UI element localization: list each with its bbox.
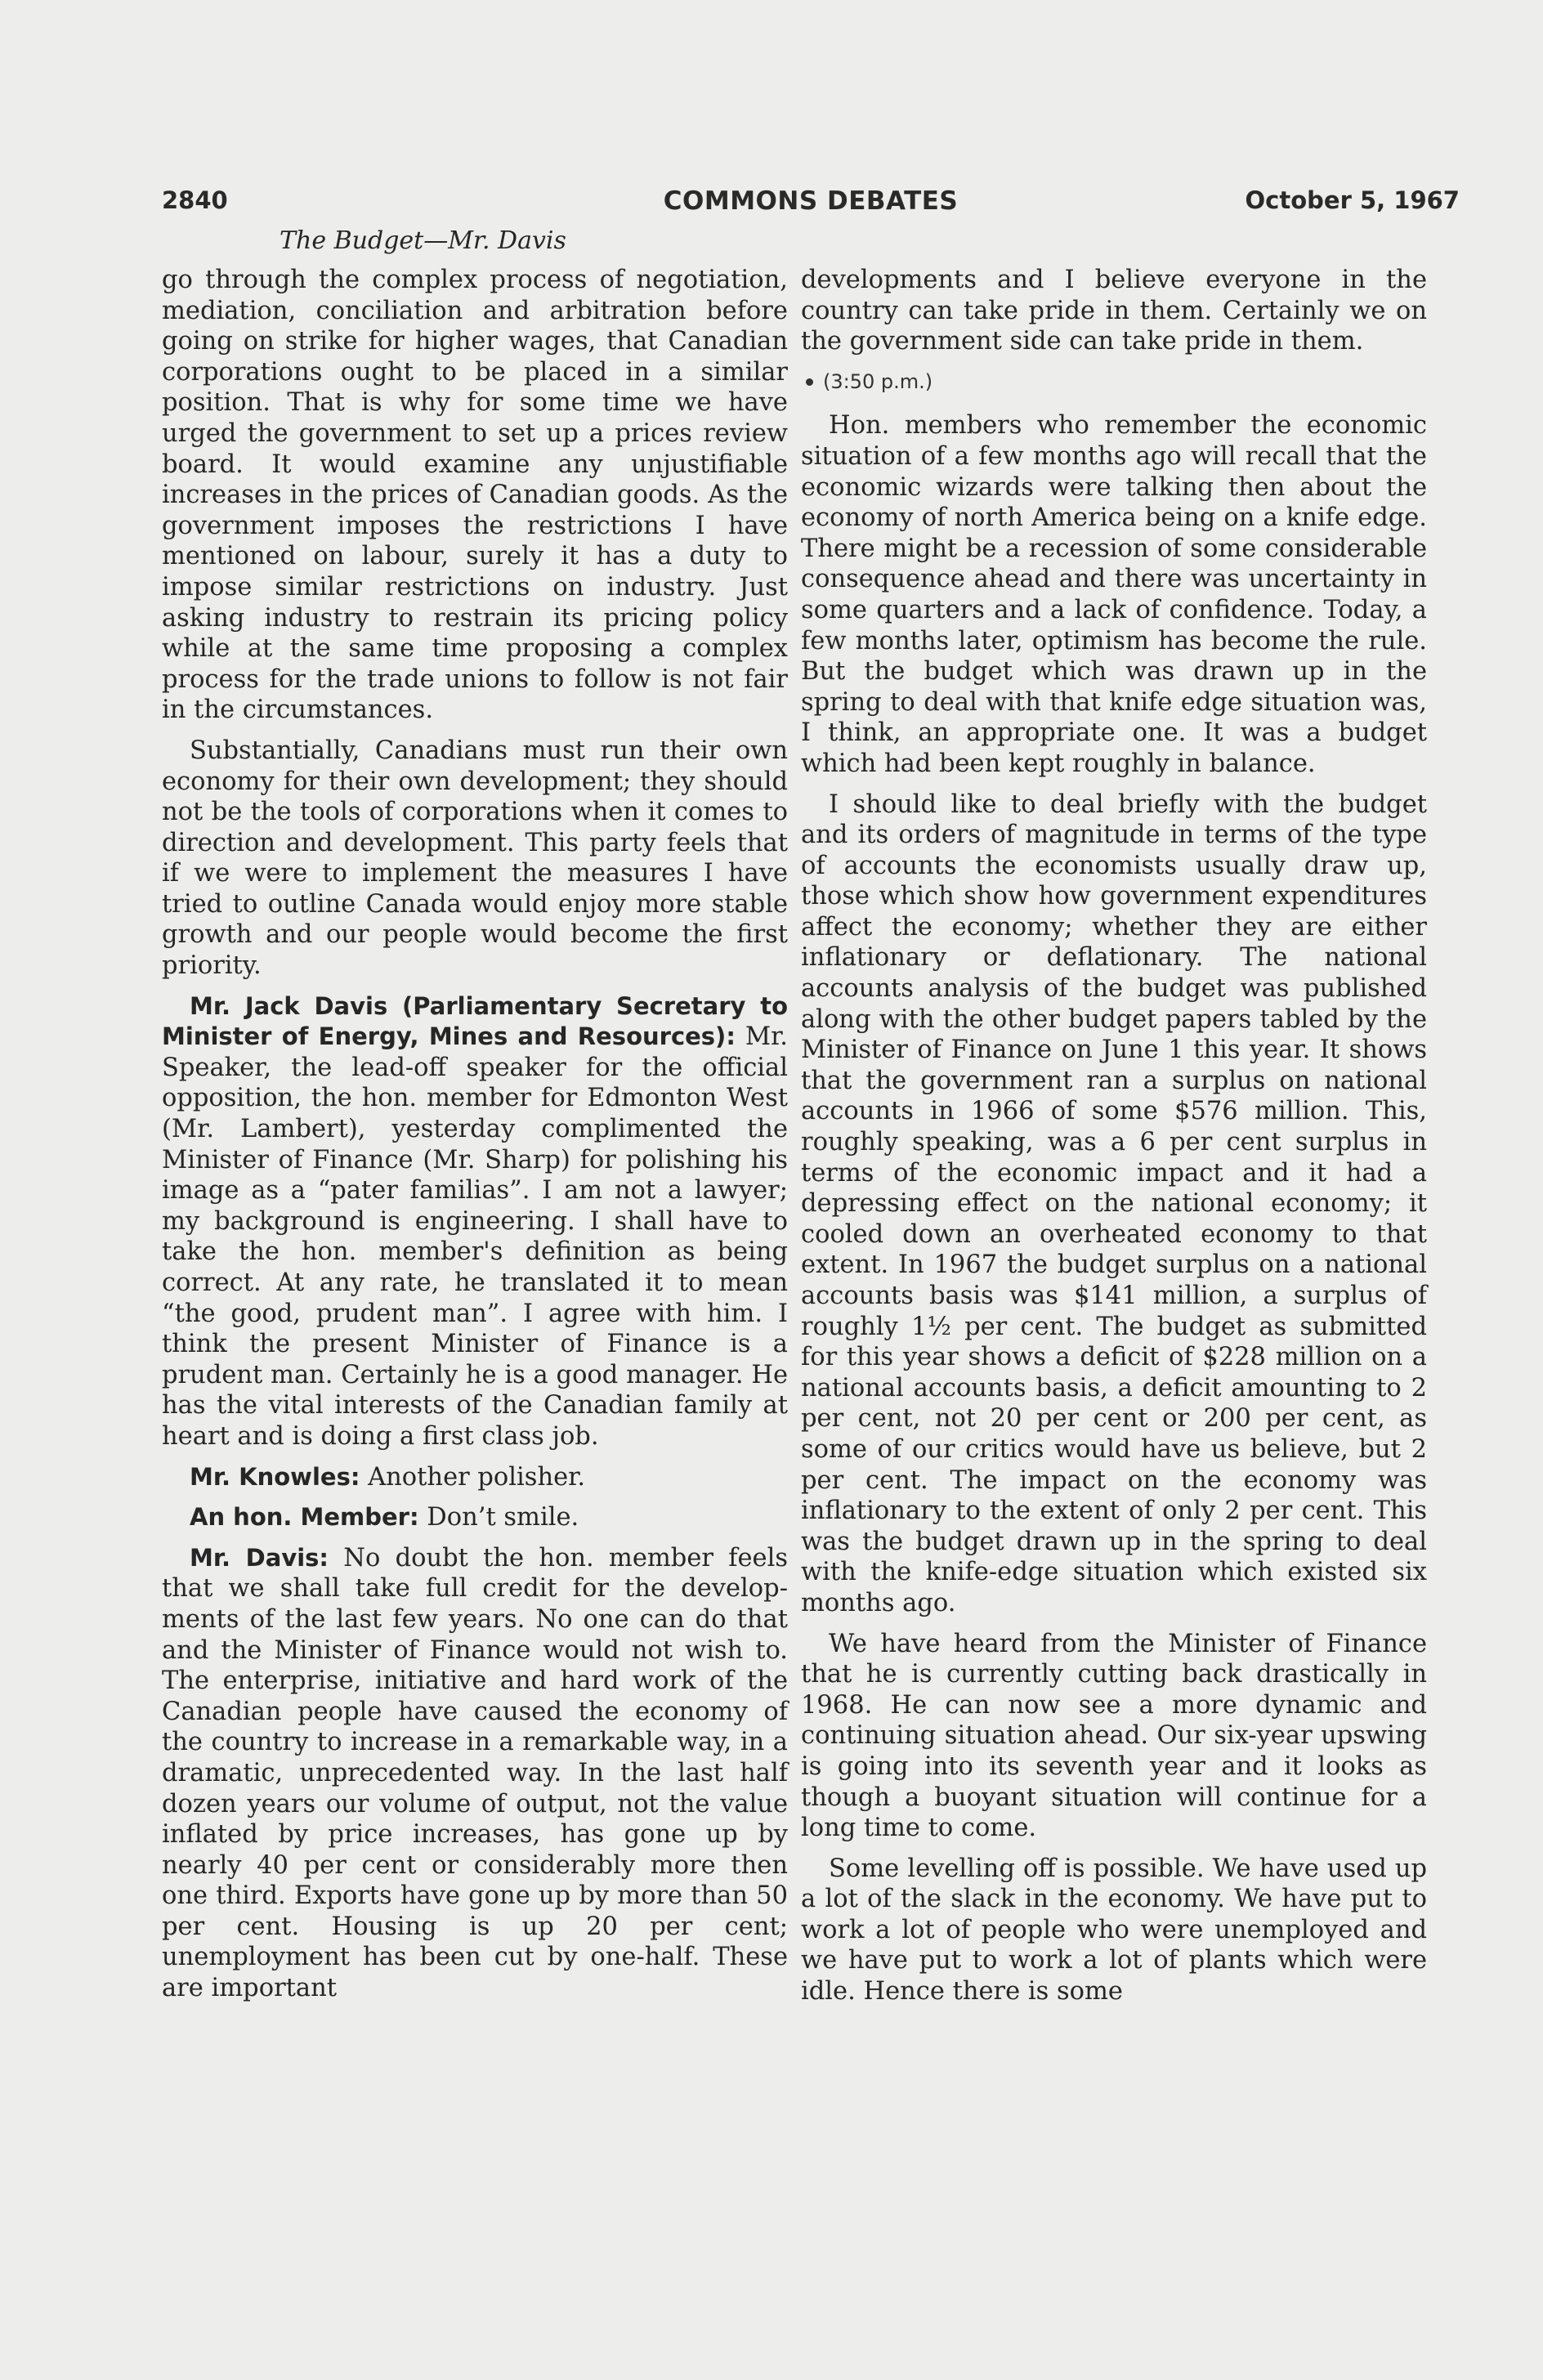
speech-davis: Mr. Jack Davis (Parliamentary Secretary to Minister of Energy, Mines and Resources): Mr. Speaker, the lead-off speaker for the official opposition, the hon. member for Edmonton West (Mr. Lambert), yesterday complimented the Minister of Finance (Mr. Sharp) for polishing his image as a “pater familias”. I am not a lawyer; my background is engineering. I shall have to take the hon. member's definition as being correct. At any rate, he translated it to mean “the good, prudent man”. I agree with him. I think the present Minister of Finance is a prudent man. Certainly he is a good manager. He has the vital interests of the Canadian family at heart and is doing a first class job. [162, 991, 788, 1451]
right-column [801, 265, 1427, 2017]
speaker-name: Mr. Knowles: [190, 1462, 360, 1491]
page-header [162, 186, 1460, 222]
publication-title: COMMONS DEBATES [663, 186, 959, 216]
paragraph: go through the complex process of negotiation, mediation, conciliation and arbitration before going on strike for higher wages, that Canadian corporations ought to be placed in a similar position. That is why for some time we have urged the government to set up a prices review board. It would examine any unjustifiable increases in the prices of Canadian goods. As the government imposes the restrictions I have mentioned on labour, surely it has a duty to impose similar restrictions on industry. Just asking industry to restrain its pricing policy while at the same time proposing a complex process for the trade unions to follow is not fair in the circumstances. [162, 266, 788, 725]
speaker-name: Mr. Davis: [190, 1543, 329, 1572]
paragraph: We have heard from the Minister of Finance that he is currently cutting back drastically in 1968. He can now see a more dynamic and continuing situation ahead. Our six-year upswing is going into its seventh year and it looks as though a buoyant situation will continue for a long time to come. [801, 1629, 1427, 1843]
speech-hon-member: An hon. Member: Don’t smile. [190, 1503, 579, 1532]
running-head: The Budget—Mr. Davis [280, 226, 566, 255]
paragraph: Some levelling off is possible. We have used up a lot of the slack in the economy. We have put to work a lot of people who were unemployed and we have put to work a lot of plants which were idle. Hence there is some [801, 1854, 1427, 2006]
time-stamp: (3:50 p.m.) [806, 367, 1427, 398]
left-column [162, 265, 788, 2014]
speaker-name: An hon. Member: [190, 1503, 419, 1532]
bullet-icon [806, 378, 813, 386]
speech-davis-2: Mr. Davis: No doubt the hon. member feels that we shall take full credit for the developments of the last few years. No one can do that and the Minister of Finance would not wish to. The enterprise, initiative and hard work of the Canadian people have caused the economy of the country to increase in a remarkable way, in a dramatic, unprecedented way. In the last half dozen years our volume of output, not the value inflated by price increases, has gone up by nearly 40 per cent or considerably more then one third. Exports have gone up by more than 50 per cent. Housing is up 20 per cent; unemployment has been cut by one-half. These are important [162, 1543, 788, 2003]
paragraph: I should like to deal briefly with the budget and its orders of magnitude in terms of the type of accounts the economists usually draw up, those which show how government expenditures affect the economy; whether they are either inflationary or deflationary. The national accounts analysis of the budget was published along with the other budget papers tabled by the Minister of Finance on June 1 this year. It shows that the government ran a surplus on national accounts in 1966 of some $576 million. This, roughly speaking, was a 6 per cent surplus in terms of the economic impact and it had a depressing effect on the national economy; it cooled down an overheated economy to that extent. In 1967 the budget surplus on a national accounts basis was $141 million, a surplus of roughly 1½ per cent. The budget as submitted for this year shows a deficit of $228 million on a national accounts basis, a deficit amounting to 2 per cent, not 20 per cent or 200 per cent, as some of our critics would have us believe, but 2 per cent. The impact on the economy was inflationary to the extent of only 2 per cent. This was the budget drawn up in the spring to deal with the knife-edge situation which existed six months ago. [801, 790, 1427, 1617]
paragraph: Hon. members who remember the economic situation of a few months ago will recall that the economic wizards were talking then about the economy of north America being on a knife edge. There might be a recession of some considerable consequence ahead and there was uncertainty in some quarters and a lack of confidence. Today, a few months later, optimism has become the rule. But the budget which was drawn up in the spring to deal with that knife edge situation was, I think, an appropriate one. It was a budget which had been kept roughly in balance. [801, 411, 1427, 778]
publication-date: October 5, 1967 [1245, 186, 1460, 214]
speech-knowles: Mr. Knowles: Another polisher. [190, 1462, 586, 1492]
page-number: 2840 [162, 186, 228, 214]
paragraph: Substantially, Canadians must run their own economy for their own development; they should not be the tools of corporations when it comes to direction and development. This party feels that if we were to implement the measures I have tried to outline Canada would enjoy more stable growth and our people would become the first priority. [162, 736, 788, 981]
paragraph: developments and I believe everyone in the country can take pride in them. Certainly we on the government side can take pride in them. [801, 266, 1427, 356]
speaker-name: Mr. Jack Davis (Parliamentary Secretary to Minister of Energy, Mines and Resources): [162, 991, 788, 1051]
